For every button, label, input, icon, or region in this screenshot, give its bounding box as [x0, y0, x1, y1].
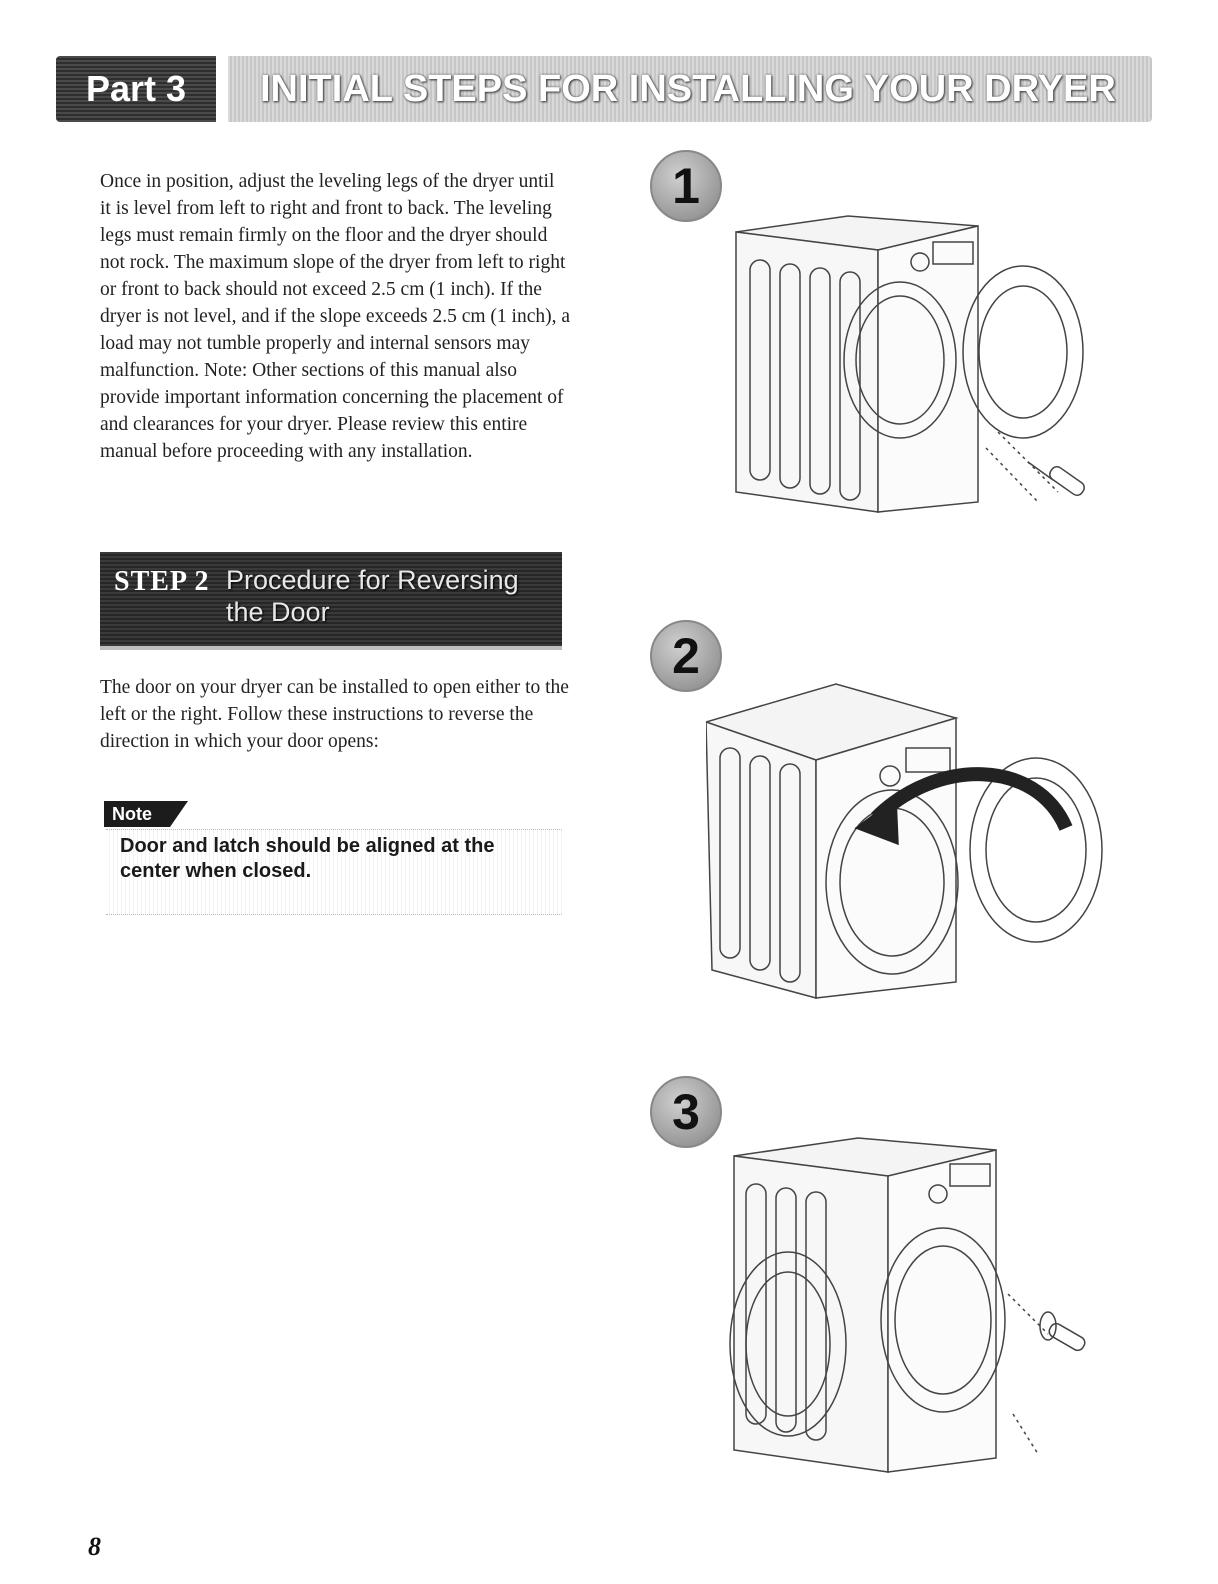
note-box — [106, 829, 562, 915]
page-header — [56, 56, 1152, 122]
step-banner — [100, 552, 562, 650]
step-number-1: 1 — [672, 158, 700, 214]
dryer-door-reinstall-illustration — [728, 1134, 1098, 1484]
page-number: 8 — [88, 1532, 101, 1561]
step-title: Procedure for Reversing the Door — [226, 565, 519, 627]
step-number-3-badge — [650, 1076, 722, 1148]
note-label: Note — [104, 801, 170, 827]
part-label: Part 3 — [85, 68, 187, 109]
step-number-3: 3 — [672, 1084, 700, 1140]
step-number-1-badge — [650, 150, 722, 222]
door-reversal-paragraph: The door on your dryer can be installed to open either to the left or the right. Follow these instructions to reverse the direction in which your door opens: — [100, 677, 569, 752]
step-tag: STEP 2 — [114, 566, 210, 597]
section-title-band — [228, 56, 1152, 122]
dryer-door-swing-illustration — [706, 678, 1126, 1014]
note-text: Door and latch should be aligned at the center when closed. — [120, 835, 495, 882]
note-tag — [104, 801, 184, 829]
section-title: INITIAL STEPS FOR INSTALLING YOUR DRYER — [260, 68, 1116, 110]
step-number-2: 2 — [672, 628, 700, 684]
leveling-paragraph: Once in position, adjust the leveling legs of the dryer until it is level from left to right and front to back. The leveling legs must remain firmly on the floor and the dryer should not rock. The maximum slope of the dryer from left to right or front to back should not exceed 2.5 cm (1 inch). If the dryer is not level, and if the slope exceeds 2.5 cm (1 inch), a load may not tumble properly and internal sensors may malfunction. Note: Other sections of this manual also provide important information concerning the placement of and clearances for your dryer. Please review this entire manual before proceeding with any installation. — [100, 171, 571, 462]
part-tab — [56, 56, 216, 122]
note-tag-corner — [170, 801, 188, 827]
dryer-door-removal-illustration — [728, 212, 1098, 528]
